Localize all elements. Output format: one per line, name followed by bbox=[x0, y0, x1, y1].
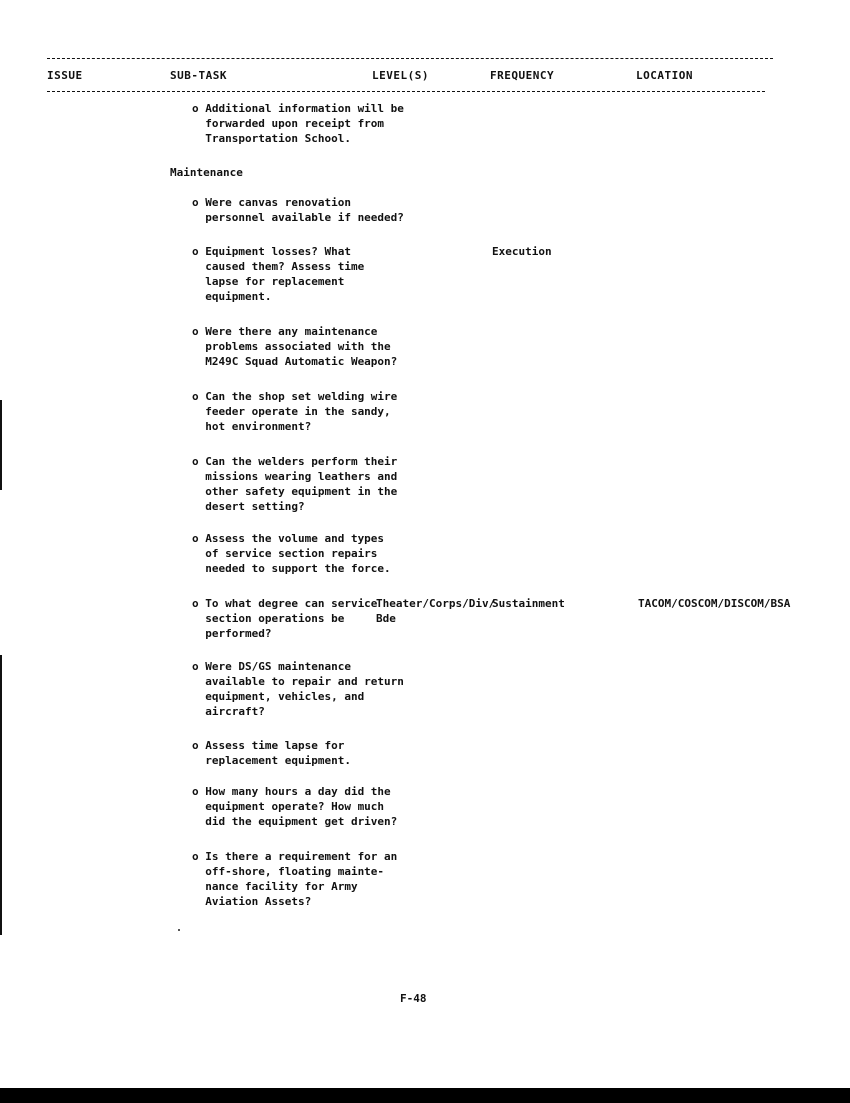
col-header-subtask: SUB-TASK bbox=[170, 69, 227, 82]
frequency-value: Sustainment bbox=[492, 597, 565, 610]
top-rule bbox=[47, 58, 773, 59]
subtask-item: o Can the welders perform their missions wearing leathers and other safety equipment in the desert setting? bbox=[192, 455, 398, 513]
subtask-item: o Were there any maintenance problems associated with the M249C Squad Automatic Weapon? bbox=[192, 325, 398, 368]
page-number: F-48 bbox=[400, 992, 427, 1005]
col-header-levels: LEVEL(S) bbox=[372, 69, 429, 82]
subtask-item: o Can the shop set welding wire feeder operate in the sandy, hot environment? bbox=[192, 390, 398, 433]
subtask-item: o Were canvas renovation personnel available if needed? bbox=[192, 196, 404, 224]
subtask-item: o Assess time lapse for replacement equipment. bbox=[192, 739, 351, 767]
levels-value: Theater/Corps/Div/ Bde bbox=[376, 597, 496, 625]
col-header-issue: ISSUE bbox=[47, 69, 83, 82]
col-header-frequency: FREQUENCY bbox=[490, 69, 555, 82]
col-header-location: LOCATION bbox=[636, 69, 693, 82]
header-rule bbox=[47, 91, 765, 92]
scan-margin-mark bbox=[0, 400, 2, 490]
subtask-item: o Assess the volume and types of service section repairs needed to support the force. bbox=[192, 532, 391, 575]
subtask-item: o Is there a requirement for an off-shore, floating mainte- nance facility for Army Aviation Assets? bbox=[192, 850, 398, 908]
frequency-value: Execution bbox=[492, 245, 552, 258]
location-value: TACOM/COSCOM/DISCOM/BSA bbox=[638, 597, 791, 610]
subtask-item: o How many hours a day did the equipment operate? How much did the equipment get driven? bbox=[192, 785, 398, 828]
stray-mark bbox=[178, 929, 180, 931]
section-heading: Maintenance bbox=[170, 166, 243, 179]
scan-bottom-border bbox=[0, 1088, 850, 1103]
subtask-item: o Additional information will be forwarded upon receipt from Transportation School. bbox=[192, 102, 404, 145]
subtask-item: o To what degree can service section operations be performed? bbox=[192, 597, 378, 640]
subtask-item: o Equipment losses? What caused them? Assess time lapse for replacement equipment. bbox=[192, 245, 365, 303]
subtask-item: o Were DS/GS maintenance available to repair and return equipment, vehicles, and aircraft? bbox=[192, 660, 404, 718]
scan-margin-mark bbox=[0, 655, 2, 935]
